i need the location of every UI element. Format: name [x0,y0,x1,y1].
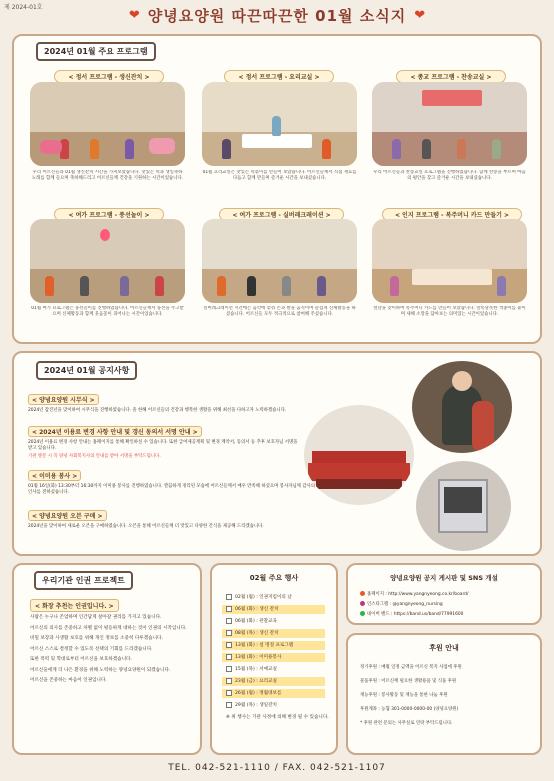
page-title: 양녕요양원 따끈따끈한 01월 소식지 [147,6,407,25]
notices-section-title: 2024년 01월 공지사항 [36,361,137,380]
notice-body: 2024년을 맞이하여 새로운 오븐을 구매하였습니다. 오븐을 통해 어르신들께 더 맛있고 다양한 간식을 제공해 드리겠습니다. [28,524,264,529]
sns-homepage [360,591,468,598]
notices-panel [12,351,542,556]
sns-band [360,611,463,618]
events-note: ※ 위 행사는 기관 사정에 의해 변경 될 수 있습니다. [226,715,329,720]
sponsor-title: 후원 안내 [429,644,459,652]
event-row: 15월 (목) : 서예교실 [222,665,325,674]
sns-title: 양녕요양원 공지 게시판 및 SNS 개설 [390,574,498,582]
program-photo-card [372,219,527,303]
event-row: 23월 (금) : 요리교실 [222,677,325,686]
event-row: 02월 (월) : 인권지킴이의 날 [222,593,325,602]
event-row: 13월 (화) : 설 명절 프로그램 [222,641,325,650]
instagram-icon [360,601,365,606]
notice-heading: < 양녕요양원 시무식 > [28,394,99,405]
notice-photo-oven [416,461,511,551]
notice-photo-haircut [412,361,512,453]
notice-item [28,387,298,414]
program-photo-recreation [202,219,357,303]
programs-panel [12,34,542,344]
program-photo-birthday [30,82,185,166]
event-row: 26월 (월) : 정월대보름 [222,689,325,698]
human-rights-paragraph: 어르신을 존중하는 마음이 인권입니다. [30,678,107,683]
notice-item [28,419,298,461]
program-caption: 01월 요리교실은 맛있는 떡볶이를 만들어 보았습니다. 어르신들께서 직접 재료를 다듬고 함께 만들며 즐거운 시간을 보내셨습니다. [202,170,357,181]
program-tag: < 여가 프로그램 - 실버레크레이션 > [219,208,344,221]
sponsor-row: 정기후원 : 매월 일정 금액을 어르신 복지 사업에 후원 [360,665,462,670]
program-tag: < 정서 프로그램 - 요리교실 > [224,70,334,83]
footer-contact: TEL. 042-521-1110 / FAX. 042-521-1107 [168,763,386,773]
human-rights-panel [12,563,202,755]
human-rights-text [30,615,195,689]
programs-section-title: 2024년 01월 주요 프로그램 [36,42,156,61]
sns-homepage-text[interactable]: 홈페이지 : http://www.yangnyeong.co.kr/board/ [367,592,469,597]
human-rights-subheading: < 화장 추천는 인권입니다. > [30,599,119,612]
program-photo-hymn [372,82,527,166]
home-icon [360,591,365,596]
events-title: 02월 주요 행사 [249,574,299,582]
event-row: 06월 (화) : 생신 잔치 [222,605,325,614]
notice-heading: < 2024년 이용료 변경 사항 안내 및 갱신 동의서 서명 안내 > [28,426,202,437]
notice-heading: < 이미용 봉사 > [28,470,81,481]
program-caption: 실버레크레이션 시간에는 음악에 맞춰 손과 발을 움직이며 즐겁게 신체활동을 하셨습니다. 어르신들 모두 적극적으로 참여해 주셨습니다. [203,306,356,317]
program-tag: < 인지 프로그램 - 복주머니 카드 만들기 > [382,208,522,221]
notice-heading: < 양녕요양원 오븐 구매 > [28,510,107,521]
human-rights-paragraph: 어르신들에게 더 나은 환경을 위해 노력하는 양녕요양원이 되겠습니다. [30,667,171,673]
program-photo-cooking [202,82,357,166]
program-tag: < 정서 프로그램 - 생신잔치 > [54,70,164,83]
human-rights-paragraph: 또한 폭력 및 학대로부터 어르신을 보호하겠습니다. [30,657,132,662]
human-rights-paragraph: 어르신 스스로 결정할 수 있도록 선택의 기회를 드리겠습니다. [30,646,153,652]
issue-number: 제 2024-01호 [4,4,43,11]
event-row: 08월 (목) : 생신 잔치 [222,629,325,638]
event-row: 29월 (목) : 생일잔치 [222,701,325,710]
program-photo-balloon [30,219,185,303]
event-row: 13월 (화) : 이미용봉사 [222,653,325,662]
human-rights-title: 우리기관 인권 프로젝트 [34,571,133,590]
newsletter-header [0,4,554,26]
sns-instagram [360,601,443,608]
heart-icon: ❤ [128,7,140,23]
program-caption: 01월 여가 프로그램은 풍선놀이를 진행하였습니다. 어르신들께서 풍선을 주고받으며 신체활동과 함께 웃음꽃이 피어나는 시간이었습니다. [31,306,184,317]
sponsor-panel [346,633,542,755]
sponsor-row: * 후원 관련 문의는 사무실로 연락 부탁드립니다. [360,721,453,726]
sns-band-text[interactable]: 네이버 밴드 : https://band.us/band/77991600 [367,612,464,617]
program-tag: < 종교 프로그램 - 찬송교실 > [396,70,506,83]
human-rights-paragraph: 비밀 보장과 사생활 보호를 위해 개인 정보를 소중히 다루겠습니다. [30,636,163,641]
events-panel [210,563,338,755]
sponsor-row: 물품후원 : 어르신께 필요한 생활용품 및 식품 후원 [360,679,457,684]
sponsor-row: 재능후원 : 봉사활동 및 재능을 통한 나눔 후원 [360,693,448,698]
event-row: 06월 (화) : 관찰교육 [222,617,325,626]
notice-body: 2024년 갑진년을 맞이하여 시무식을 진행하였습니다. 올 한해 어르신들의 건강과 행복한 생활을 위해 최선을 다하고자 노력하겠습니다. [28,408,287,413]
program-caption: 설날을 맞이하여 복주머니 카드를 만들어 보았습니다. 알록달록한 색종이를 붙이며 새해 소망을 담아보는 의미있는 시간이었습니다. [373,306,526,317]
sns-panel [346,563,542,625]
notice-item [28,463,318,496]
notice-photo-group [304,405,414,505]
program-tag: < 여가 프로그램 - 풍선놀이 > [54,208,164,221]
notice-body: 2024년 이용료 변경 사항 안내는 홈페이지를 통해 확인하실 수 있습니다. 또한 급여제공계획 및 변경 계약서, 동의서 등 추후 보호자님 서명을 받고 있습니다. [28,440,298,452]
sns-instagram-text[interactable]: 인스타그램 : @yangnyeong_nursing [367,602,443,607]
human-rights-paragraph: 어르신의 의사를 존중하고 차별 없이 평등하게 대하는 것이 인권의 시작입니다. [30,625,187,631]
band-icon [360,611,365,616]
human-rights-paragraph: 사람은 누구나 존엄하며 인간답게 살아갈 권리를 가지고 있습니다. [30,615,162,620]
notice-warning: 기관 방문 시 꼭 양녕 사회복지사의 안내를 받아 서명을 부탁드립니다. [28,454,161,460]
heart-icon: ❤ [414,7,426,23]
program-caption: 우리 어르신들과 01월 생신잔치 시간을 가져보았습니다. 맛있는 떡과 생일축하 노래를 함께 들으며 축하해드리고 어르신들께 건강을 기원하는 시간이었습니다. [31,170,184,181]
sponsor-row: 후원계좌 : 농협 301-0000-0000-00 (양녕요양원) [360,707,459,712]
program-caption: 우리 어르신들과 찬송교실 프로그램을 진행하였습니다. 함께 찬송을 부르며 마음의 평안을 찾고 즐거운 시간을 보내셨습니다. [373,170,526,181]
notice-body: 01월 16일(화) 13:30부터 16:30까지 이미용 봉사를 진행하였습니다. 깔끔하게 정리된 모습에 어르신들께서 매우 만족해 하셨으며 봉사자님께 감사의 인사를 전하셨습니다. [28,484,316,496]
